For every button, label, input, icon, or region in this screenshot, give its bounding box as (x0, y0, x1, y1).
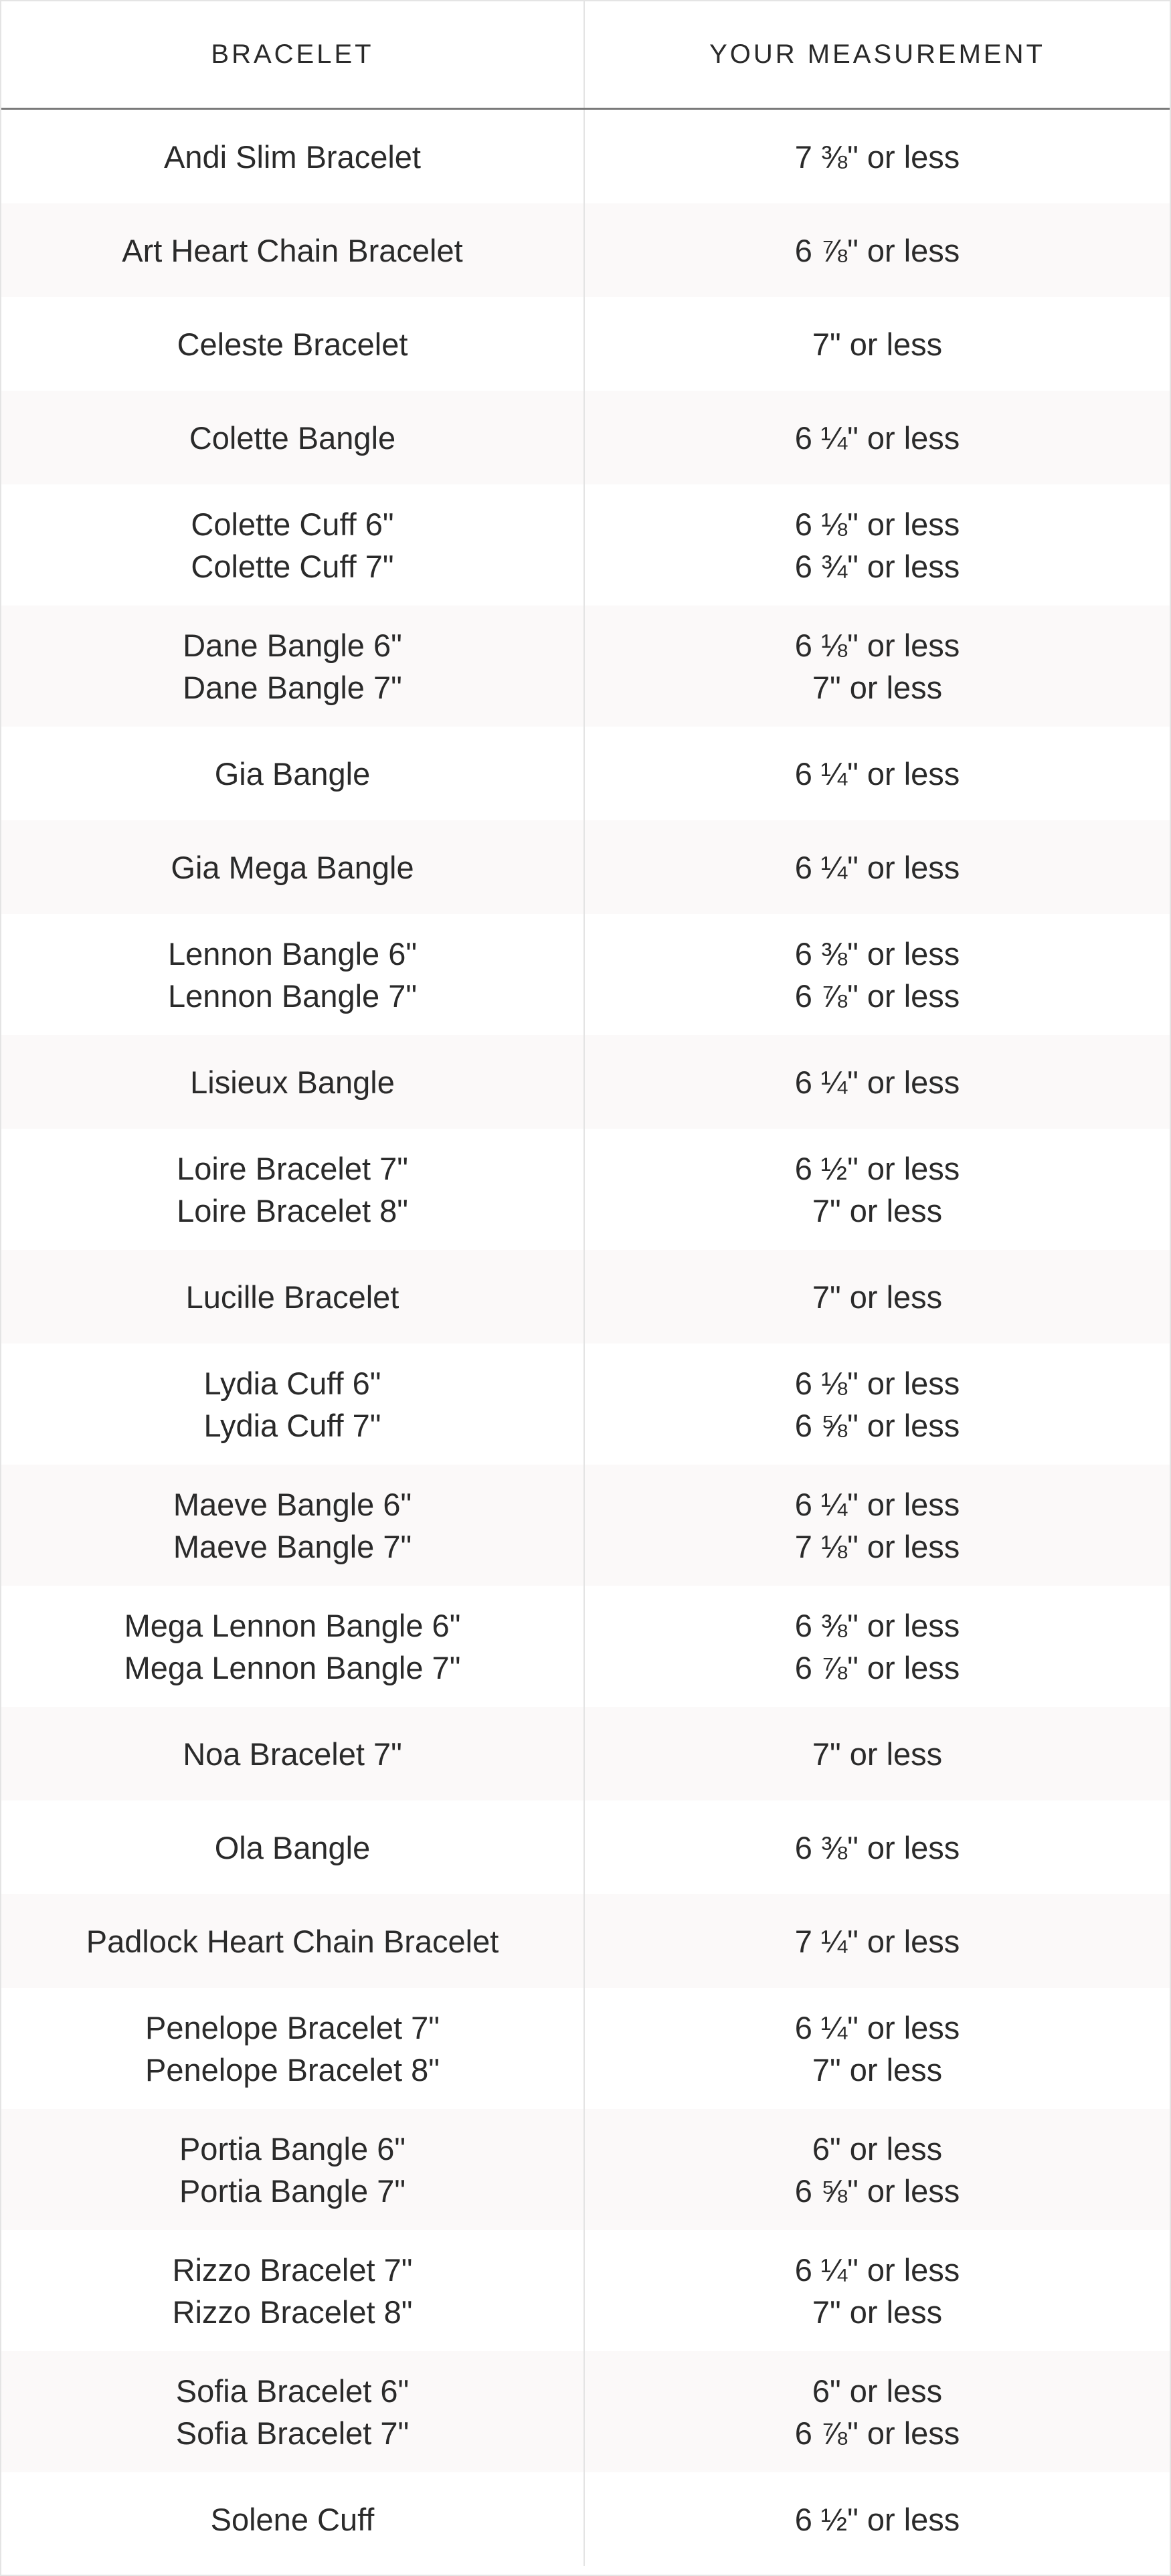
bracelet-name-cell (1, 203, 585, 297)
measurement-value: 6 ⅞" or less (794, 1649, 960, 1685)
table-row (1, 2472, 1170, 2566)
bracelet-name: Colette Cuff 6" (191, 506, 394, 542)
bracelet-name-cell (1, 2472, 585, 2566)
measurement-cell (585, 606, 1170, 727)
measurement-value: 7 ¼" or less (794, 1923, 960, 1959)
bracelet-name: Art Heart Chain Bracelet (122, 232, 463, 268)
measurement-cell (585, 914, 1170, 1035)
table-row (1, 727, 1170, 820)
bracelet-name: Maeve Bangle 6" (173, 1486, 412, 1522)
measurement-value: 6 ⅜" or less (794, 935, 960, 972)
measurement-value: 6 ⅛" or less (794, 1365, 960, 1401)
measurement-value: 6 ¼" or less (794, 2009, 960, 2045)
table-row (1, 1465, 1170, 1586)
measurement-cell (585, 297, 1170, 391)
bracelet-name-cell (1, 484, 585, 606)
bracelet-name: Sofia Bracelet 6" (175, 2373, 410, 2409)
bracelet-name: Ola Bangle (214, 1829, 371, 1865)
measurement-cell (585, 203, 1170, 297)
bracelet-name-cell (1, 110, 585, 203)
bracelet-name: Rizzo Bracelet 8" (172, 2294, 413, 2330)
table-row (1, 2109, 1170, 2230)
bracelet-name: Lisieux Bangle (190, 1064, 395, 1100)
measurement-value: 6 ¼" or less (794, 420, 960, 456)
table-row (1, 1801, 1170, 1894)
bracelet-name: Mega Lennon Bangle 7" (124, 1649, 461, 1685)
measurement-cell (585, 820, 1170, 914)
measurement-value: 6 ⅞" or less (794, 978, 960, 1014)
bracelet-name-cell (1, 1035, 585, 1129)
measurement-value: 7 ⅜" or less (794, 139, 960, 175)
bracelet-name: Padlock Heart Chain Bracelet (86, 1923, 499, 1959)
measurement-cell (585, 1707, 1170, 1801)
table-row (1, 1035, 1170, 1129)
bracelet-name: Dane Bangle 7" (183, 669, 402, 705)
bracelet-name: Loire Bracelet 7" (177, 1150, 408, 1186)
measurement-value: 6 ⅜" or less (794, 1829, 960, 1865)
measurement-cell (585, 1801, 1170, 1894)
measurement-cell (585, 1344, 1170, 1465)
bracelet-name-cell (1, 391, 585, 484)
table-row (1, 1344, 1170, 1465)
table-row (1, 1707, 1170, 1801)
measurement-value: 6 ½" or less (794, 1150, 960, 1186)
bracelet-name-cell (1, 1129, 585, 1250)
bracelet-name: Penelope Bracelet 8" (145, 2051, 440, 2088)
bracelet-name-cell (1, 1250, 585, 1344)
table-row (1, 1586, 1170, 1707)
bracelet-name-cell (1, 727, 585, 820)
bracelet-name-cell (1, 1707, 585, 1801)
measurement-value: 7 ⅛" or less (794, 1528, 960, 1564)
bracelet-name-cell (1, 1894, 585, 1988)
bracelet-name-cell (1, 1801, 585, 1894)
bracelet-name: Gia Mega Bangle (171, 849, 414, 885)
table-row (1, 820, 1170, 914)
bracelet-name: Lydia Cuff 6" (203, 1365, 381, 1401)
measurement-value: 7" or less (812, 1279, 943, 1315)
bracelet-name-cell (1, 820, 585, 914)
bracelet-name: Solene Cuff (210, 2501, 375, 2537)
table-header (1, 0, 1170, 110)
bracelet-name: Colette Cuff 7" (191, 548, 394, 584)
bracelet-name: Loire Bracelet 8" (177, 1192, 408, 1228)
bracelet-name: Lydia Cuff 7" (203, 1407, 381, 1443)
bracelet-name: Penelope Bracelet 7" (145, 2009, 440, 2045)
measurement-value: 6 ¼" or less (794, 1486, 960, 1522)
measurement-value: 7" or less (812, 2051, 943, 2088)
table-row (1, 914, 1170, 1035)
measurement-cell (585, 2230, 1170, 2351)
measurement-value: 6 ¼" or less (794, 755, 960, 792)
table-row (1, 297, 1170, 391)
measurement-cell (585, 110, 1170, 203)
measurement-value: 6 ⅛" or less (794, 506, 960, 542)
table-row (1, 2351, 1170, 2472)
measurement-cell (585, 2472, 1170, 2566)
measurement-value: 7" or less (812, 669, 943, 705)
bracelet-name-cell (1, 1465, 585, 1586)
measurement-value: 7" or less (812, 2294, 943, 2330)
measurement-cell (585, 1035, 1170, 1129)
measurement-value: 6" or less (812, 2130, 943, 2167)
table-row (1, 2230, 1170, 2351)
bracelet-name-cell (1, 606, 585, 727)
bracelet-name-cell (1, 2230, 585, 2351)
bracelet-name: Portia Bangle 6" (179, 2130, 406, 2167)
measurement-value: 6 ½" or less (794, 2501, 960, 2537)
bracelet-name: Rizzo Bracelet 7" (172, 2251, 413, 2288)
bracelet-name: Noa Bracelet 7" (183, 1736, 402, 1772)
bracelet-name: Lucille Bracelet (185, 1279, 399, 1315)
table-row (1, 1250, 1170, 1344)
table-row (1, 1129, 1170, 1250)
table-row (1, 391, 1170, 484)
measurement-value: 6 ¾" or less (794, 548, 960, 584)
measurement-cell (585, 2351, 1170, 2472)
table-row (1, 1894, 1170, 1988)
measurement-value: 6 ¼" or less (794, 849, 960, 885)
bracelet-name-cell (1, 1344, 585, 1465)
bracelet-name-cell (1, 2351, 585, 2472)
bracelet-name-cell (1, 2109, 585, 2230)
bracelet-name: Gia Bangle (214, 755, 371, 792)
table-row (1, 606, 1170, 727)
measurement-value: 6 ⅜" or less (794, 1607, 960, 1643)
bracelet-name: Andi Slim Bracelet (164, 139, 421, 175)
measurement-value: 6 ¼" or less (794, 2251, 960, 2288)
table-row (1, 484, 1170, 606)
bracelet-name-cell (1, 1586, 585, 1707)
measurement-cell (585, 2109, 1170, 2230)
bracelet-name-cell (1, 914, 585, 1035)
bracelet-name: Lennon Bangle 6" (167, 935, 418, 972)
measurement-value: 6 ⅞" or less (794, 232, 960, 268)
measurement-cell (585, 484, 1170, 606)
bracelet-name-cell (1, 1988, 585, 2109)
measurement-cell (585, 1586, 1170, 1707)
measurement-value: 6 ⅝" or less (794, 1407, 960, 1443)
bracelet-name: Colette Bangle (189, 420, 396, 456)
bracelet-column-header: BRACELET (1, 1, 585, 108)
measurement-value: 7" or less (812, 326, 943, 362)
bracelet-name: Sofia Bracelet 7" (175, 2415, 410, 2451)
table-row (1, 203, 1170, 297)
bracelet-name: Lennon Bangle 7" (167, 978, 418, 1014)
measurement-value: 6 ⅞" or less (794, 2415, 960, 2451)
measurement-value: 6 ⅛" or less (794, 627, 960, 663)
measurement-value: 7" or less (812, 1192, 943, 1228)
bracelet-name: Celeste Bracelet (177, 326, 408, 362)
measurement-value: 7" or less (812, 1736, 943, 1772)
measurement-cell (585, 1894, 1170, 1988)
bracelet-name-cell (1, 297, 585, 391)
bracelet-name: Maeve Bangle 7" (173, 1528, 412, 1564)
measurement-cell (585, 1465, 1170, 1586)
measurement-value: 6 ⅝" or less (794, 2173, 960, 2209)
bracelet-name: Mega Lennon Bangle 6" (124, 1607, 461, 1643)
measurement-cell (585, 727, 1170, 820)
measurement-cell (585, 1988, 1170, 2109)
table-row (1, 1988, 1170, 2109)
bracelet-name: Dane Bangle 6" (183, 627, 402, 663)
measurement-column-header: YOUR MEASUREMENT (709, 39, 1045, 69)
measurement-cell (585, 1250, 1170, 1344)
table-body (1, 110, 1170, 2566)
measurement-cell (585, 391, 1170, 484)
measurement-value: 6" or less (812, 2373, 943, 2409)
bracelet-name: Portia Bangle 7" (179, 2173, 406, 2209)
measurement-cell (585, 1129, 1170, 1250)
table-row (1, 110, 1170, 203)
measurement-value: 6 ¼" or less (794, 1064, 960, 1100)
